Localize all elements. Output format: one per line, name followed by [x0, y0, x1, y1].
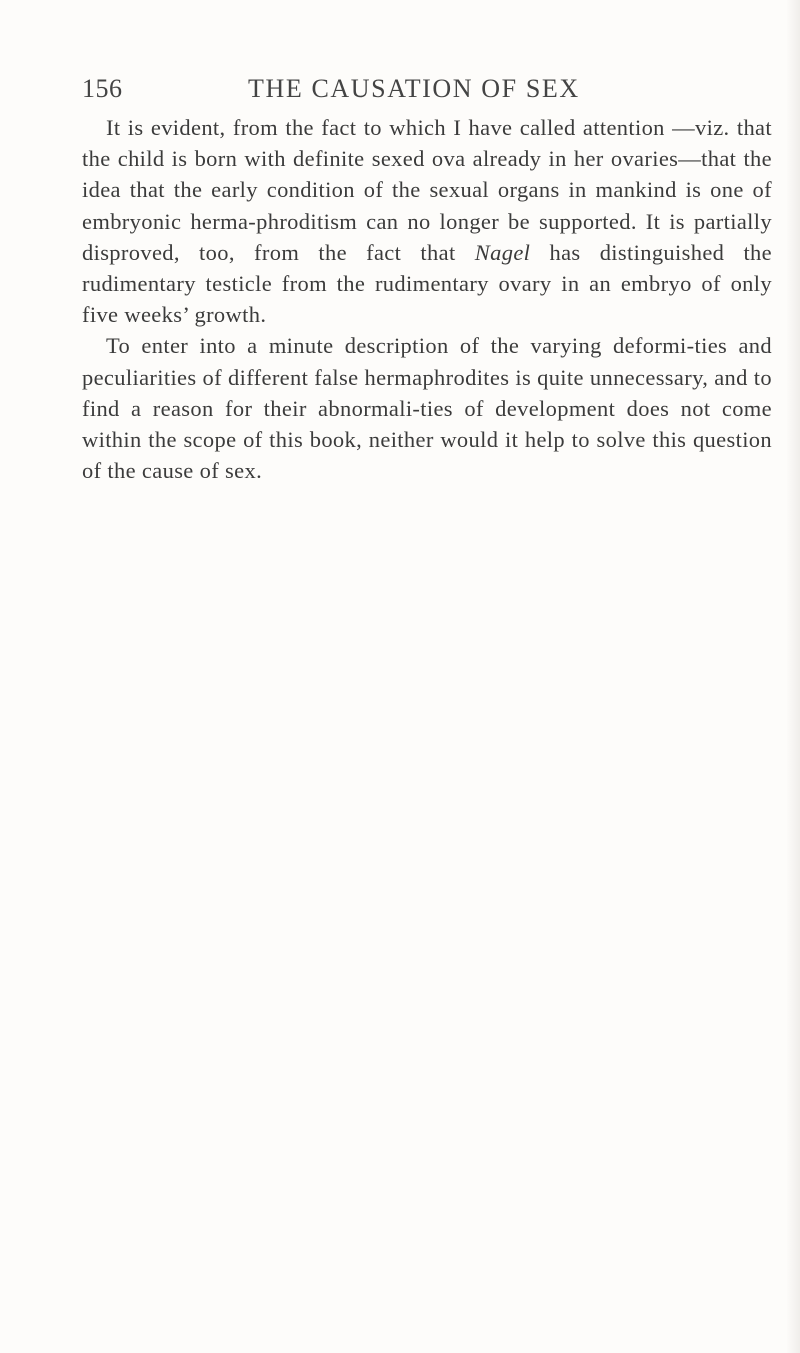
paragraph-1-text-before: It is evident, from the fact to which I have called attention —viz. that the child is born with definite sexed ova already in her ovaries—that the idea that the early condition of the sexual organs in mankind is one of embryonic herma-phroditism can no longer be supported. It is partially disproved, too, from the fact that: [82, 115, 772, 265]
paragraph-1-text-after: has distinguished the rudimentary testicle from the rudimentary ovary in an embryo of only five weeks’ growth.: [82, 239, 772, 328]
page-edge-shadow: [786, 0, 800, 1353]
body-text: [82, 112, 772, 486]
page-number: 156: [82, 74, 123, 103]
paragraph-1-emphasis: Nagel: [474, 239, 531, 265]
paragraph-1: [82, 112, 772, 330]
paragraph-2: To enter into a minute description of the varying deformi-ties and peculiarities of different false hermaphrodites is quite unnecessary, and to find a reason for their abnormali-ties of development does not come within the scope of this book, neither would it help to solve this question of the cause of sex.: [82, 333, 772, 484]
running-title: THE CAUSATION OF SEX: [248, 74, 580, 103]
running-head: [82, 74, 772, 114]
